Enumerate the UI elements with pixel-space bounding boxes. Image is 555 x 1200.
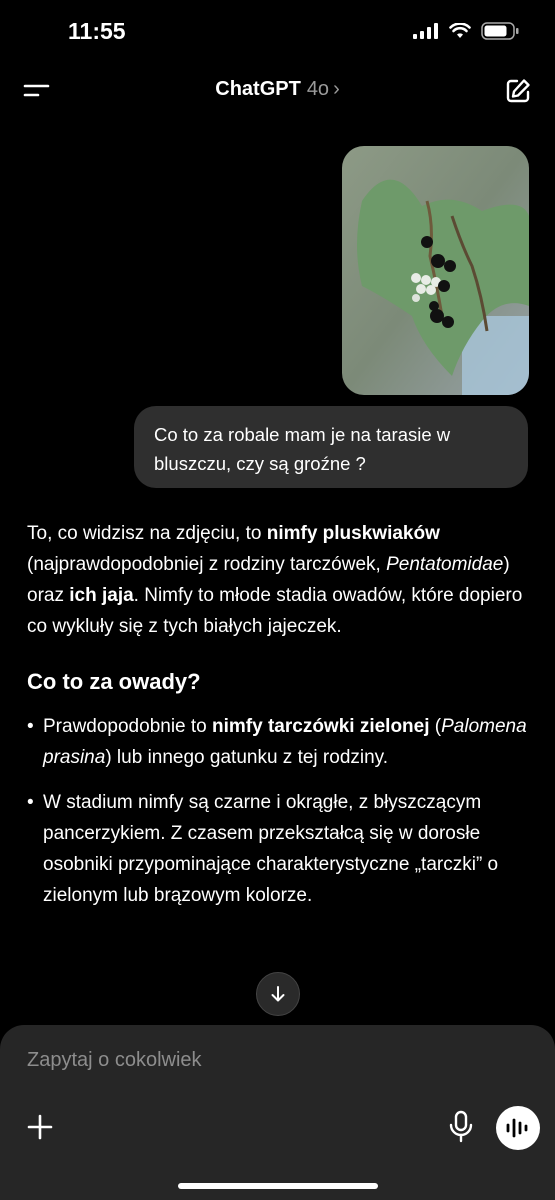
intro-italic: Pentatomidae [386, 554, 504, 575]
top-header [0, 66, 555, 116]
chevron-right-icon: › [333, 78, 340, 100]
signal-icon [413, 23, 439, 39]
intro-text-4: . Nimfy to młode stadia owadów, które dopiero co wykluły się z tych białych jajeczek. [27, 585, 523, 637]
bullet-item-1 [27, 711, 532, 773]
user-message-bubble: Co to za robale mam je na tarasie w bluszczu, czy są groźne ? [134, 406, 528, 488]
bullet1-text-1: Prawdopodobnie to [43, 716, 213, 737]
app-title: ChatGPT [215, 78, 301, 100]
status-bar [0, 0, 555, 66]
scroll-down-button[interactable] [256, 972, 300, 1016]
arrow-down-icon [268, 984, 288, 1004]
bullet1-italic: Palomena prasina [43, 716, 527, 768]
section-heading: Co to za owady? [27, 669, 201, 694]
bullet-item-2 [27, 787, 532, 911]
composer [0, 1025, 555, 1200]
microphone-icon [445, 1109, 477, 1145]
bullet1-text-2: ( [429, 716, 442, 737]
status-icons [413, 22, 519, 40]
battery-icon [481, 22, 519, 40]
intro-bold-1: nimfy pluskwiaków [266, 523, 440, 544]
wifi-icon [449, 23, 471, 39]
new-chat-icon [503, 76, 533, 106]
assistant-message [27, 518, 532, 925]
bullet-list [27, 711, 532, 911]
model-selector[interactable] [0, 78, 555, 101]
attached-photo[interactable] [342, 146, 529, 395]
home-indicator[interactable] [178, 1183, 378, 1189]
message-input[interactable]: Zapytaj o cokolwiek [27, 1049, 202, 1071]
status-time: 11:55 [68, 18, 126, 44]
new-chat-button[interactable] [503, 76, 533, 106]
intro-bold-2: ich jaja [69, 585, 134, 606]
assistant-intro [27, 518, 532, 642]
bullet2-text: W stadium nimfy są czarne i okrągłe, z błyszczącym pancerzykiem. Z czasem przekształcą się w dorosłe osobniki przypominające charakterystyczne „tarczki” o zielonym lub brązowym kolorze. [43, 792, 499, 906]
bullet1-bold: nimfy tarczówki zielonej [212, 716, 430, 737]
intro-text-2: (najprawdopodobniej z rodziny tarczówek, [27, 554, 387, 575]
intro-text-1: To, co widzisz na zdjęciu, to [27, 523, 267, 544]
attach-button[interactable] [24, 1111, 56, 1143]
bullet1-text-3: ) lub innego gatunku z tej rodziny. [105, 747, 389, 768]
voice-mode-icon [505, 1116, 531, 1140]
plus-icon [24, 1111, 56, 1143]
model-label: 4o [306, 78, 330, 100]
dictation-button[interactable] [445, 1109, 477, 1145]
intro-text-3: ) oraz [27, 554, 510, 606]
voice-mode-button[interactable] [496, 1106, 540, 1150]
